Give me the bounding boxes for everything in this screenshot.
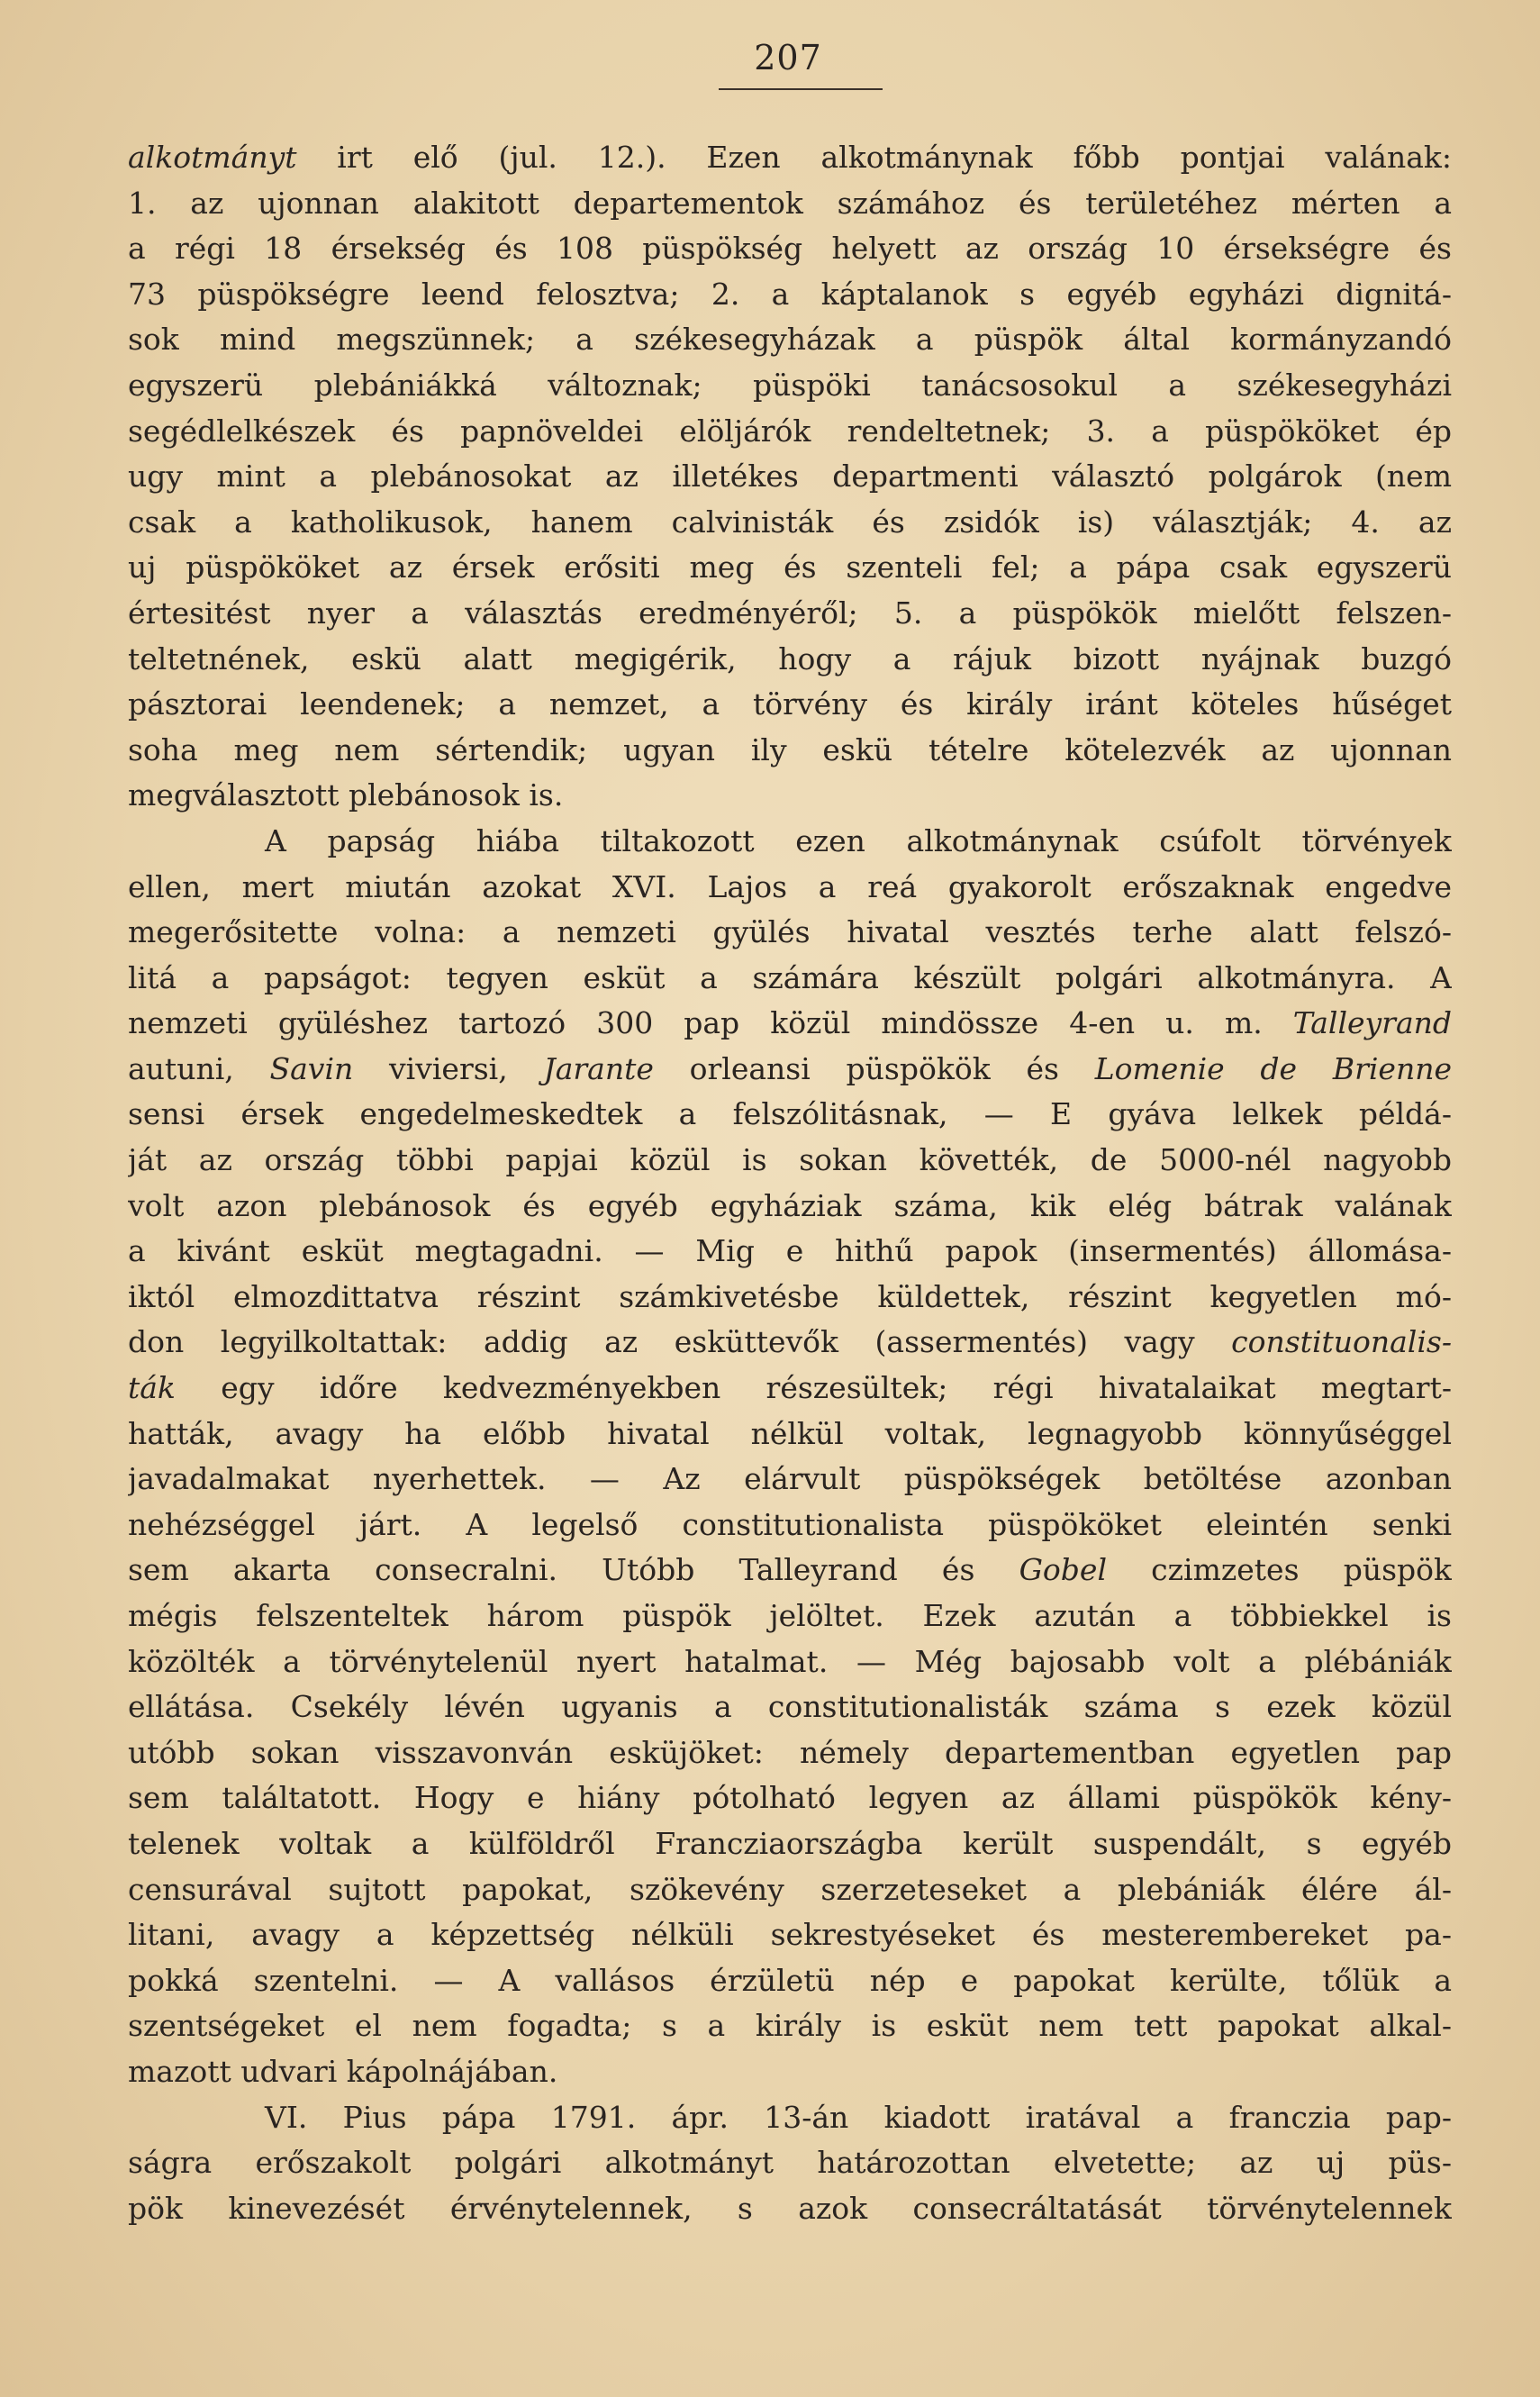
text-line: csak a katholikusok, hanem calvinisták és zsidók is) választják; 4. az: [128, 504, 1452, 540]
text-line: litani, avagy a képzettség nélküli sekrestyéseket és mesterembereket pa-: [128, 1917, 1452, 1953]
text-line: sensi érsek engedelmeskedtek a felszólitásnak, — E gyáva lelkek példá-: [128, 1096, 1452, 1132]
text-line: szentségeket el nem fogadta; s a király is esküt nem tett papokat alkal-: [128, 2008, 1452, 2044]
text-line: uj püspököket az érsek erősiti meg és szenteli fel; a pápa csak egyszerü: [128, 549, 1452, 586]
text-line: a régi 18 érsekség és 108 püspökség helyett az ország 10 érsekségre és: [128, 231, 1452, 267]
text-line: utóbb sokan visszavonván esküjöket: némely departementban egyetlen pap: [128, 1734, 1452, 1770]
text-line: ságra erőszakolt polgári alkotmányt határozottan elvetette; az uj püs-: [128, 2145, 1452, 2181]
text-line: mégis felszenteltek három püspök jelöltet. Ezek azután a többiekkel is: [128, 1598, 1452, 1633]
text-line: értesitést nyer a választás eredményéről; 5. a püspökök mielőtt felszen-: [128, 595, 1452, 631]
text-line: megerősitette volna: a nemzeti gyülés hivatal vesztés terhe alatt felszó-: [128, 914, 1452, 950]
text-line: autuni, Savin viviersi, Jarante orleansi püspökök és Lomenie de Brienne: [128, 1050, 1452, 1086]
text-line: ugy mint a plebánosokat az illetékes departmenti választó polgárok (nem: [128, 459, 1452, 495]
text-line: pök kinevezését érvénytelennek, s azok consecráltatását törvénytelennek: [128, 2190, 1452, 2226]
body-text: [128, 135, 1452, 2231]
text-line: sok mind megszünnek; a székesegyházak a püspök által kormányzandó: [128, 322, 1452, 358]
text-line: telenek voltak a külföldről Francziaországba került suspendált, s egyéb: [128, 1825, 1452, 1861]
text-line: alkotmányt irt elő (jul. 12.). Ezen alkotmánynak főbb pontjai valának:: [128, 140, 1452, 175]
text-line: volt azon plebánosok és egyéb egyháziak száma, kik elég bátrak valának: [128, 1187, 1452, 1223]
text-line: sem találtatott. Hogy e hiány pótolható legyen az állami püspökök kény-: [128, 1780, 1452, 1816]
text-line: 1. az ujonnan alakitott departementok számához és területéhez mérten a: [128, 185, 1452, 221]
text-line: egyszerü plebániákká változnak; püspöki tanácsosokul a székesegyházi: [128, 367, 1452, 403]
text-line: javadalmakat nyerhettek. — Az elárvult püspökségek betöltése azonban: [128, 1461, 1452, 1497]
text-line: soha meg nem sértendik; ugyan ily eskü tételre kötelezvék az ujonnan: [128, 731, 1452, 767]
text-line: A papság hiába tiltakozott ezen alkotmánynak csúfolt törvények: [265, 822, 1452, 858]
text-line: hatták, avagy ha előbb hivatal nélkül voltak, legnagyobb könnyűséggel: [128, 1415, 1452, 1451]
text-line: segédlelkészek és papnöveldei elöljárók rendeltetnek; 3. a püspököket ép: [128, 413, 1452, 449]
text-line: litá a papságot: tegyen esküt a számára készült polgári alkotmányra. A: [128, 959, 1452, 995]
text-line: nehézséggel járt. A legelső constitutionalista püspököket eleintén senki: [128, 1506, 1452, 1542]
text-line: nemzeti gyüléshez tartozó 300 pap közül mindössze 4-en u. m. Talleyrand: [128, 1005, 1452, 1041]
text-line: mazott udvari kápolnájában.: [128, 2053, 558, 2089]
text-line: megválasztott plebánosok is.: [128, 777, 564, 813]
text-line: don legyilkoltattak: addig az esküttevők (assermentés) vagy constituonalis-: [128, 1324, 1452, 1360]
text-line: pásztorai leendenek; a nemzet, a törvény és király iránt köteles hűséget: [128, 686, 1452, 722]
text-line: ták egy időre kedvezményekben részesültek; régi hivatalaikat megtart-: [128, 1370, 1452, 1406]
text-line: VI. Pius pápa 1791. ápr. 13-án kiadott iratával a franczia pap-: [265, 2099, 1452, 2135]
text-line: közölték a törvénytelenül nyert hatalmat. — Még bajosabb volt a plébániák: [128, 1643, 1452, 1679]
text-line: a kivánt esküt megtagadni. — Mig e hithű papok (insermentés) állomása-: [128, 1233, 1452, 1269]
text-line: iktól elmozdittatva részint számkivetésbe küldettek, részint kegyetlen mó-: [128, 1278, 1452, 1314]
text-line: ellátása. Csekély lévén ugyanis a constitutionalisták száma s ezek közül: [128, 1689, 1452, 1725]
page-number: 207: [754, 38, 822, 77]
text-line: 73 püspökségre leend felosztva; 2. a káptalanok s egyéb egyházi dignitá-: [128, 276, 1452, 312]
text-line: sem akarta consecralni. Utóbb Talleyrand és Gobel czimzetes püspök: [128, 1552, 1452, 1588]
text-line: ját az ország többi papjai közül is sokan követték, de 5000-nél nagyobb: [128, 1142, 1452, 1178]
text-line: pokká szentelni. — A vallásos érzületü nép e papokat kerülte, tőlük a: [128, 1962, 1452, 1998]
header-rule: [719, 88, 883, 90]
text-line: ellen, mert miután azokat XVI. Lajos a reá gyakorolt erőszaknak engedve: [128, 868, 1452, 904]
text-line: censurával sujtott papokat, szökevény szerzeteseket a plebániák élére ál-: [128, 1871, 1452, 1907]
text-line: teltetnének, eskü alatt megigérik, hogy a rájuk bizott nyájnak buzgó: [128, 640, 1452, 676]
